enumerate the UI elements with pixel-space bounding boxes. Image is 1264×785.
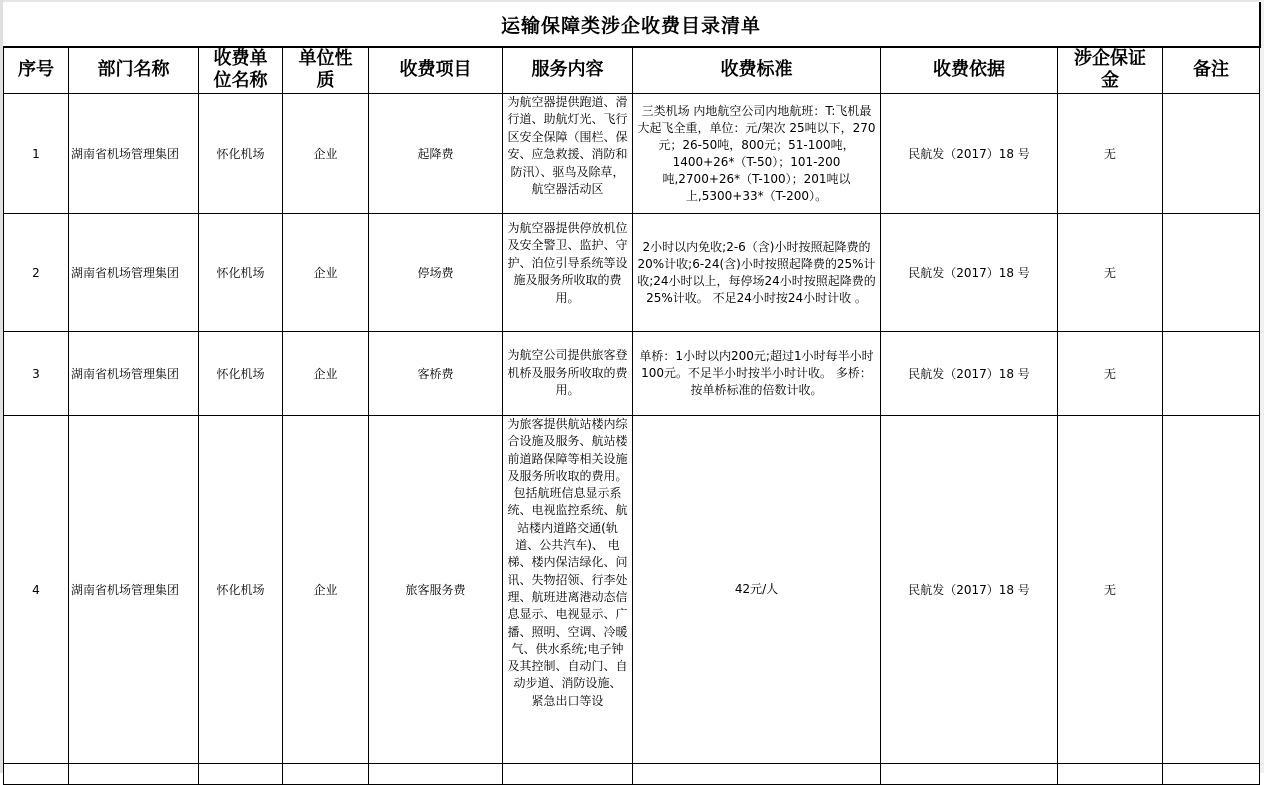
cell-empty[interactable] <box>1163 764 1260 785</box>
cell-index[interactable]: 4 <box>4 416 69 764</box>
cell-remark[interactable] <box>1163 416 1260 764</box>
cell-empty[interactable] <box>69 764 199 785</box>
header-standard[interactable]: 收费标准 <box>633 47 881 94</box>
cell-empty[interactable] <box>4 764 69 785</box>
cell-item[interactable]: 起降费 <box>369 94 503 214</box>
cell-department[interactable]: 湖南省机场管理集团 <box>69 332 199 416</box>
cell-service[interactable] <box>503 214 633 332</box>
cell-unit[interactable]: 怀化机场 <box>199 416 283 764</box>
cell-empty[interactable] <box>199 764 283 785</box>
cell-deposit[interactable]: 无 <box>1058 416 1163 764</box>
table-row <box>4 214 1260 332</box>
cell-service[interactable] <box>503 416 633 764</box>
cell-index[interactable]: 3 <box>4 332 69 416</box>
cell-standard[interactable]: 三类机场 内地航空公司内地航班：T:飞机最大起飞全重，单位：元/架次 25吨以下，270元；26-50吨，800元；51-100吨，1400+26*（T-50）；101-200吨,2700+26*（T-100）；201吨以上,5300+33*（T-200）。 <box>633 94 881 214</box>
cell-standard[interactable]: 单桥：1小时以内200元;超过1小时每半小时100元。不足半小时按半小时计收。 多桥：按单桥标准的倍数计收。 <box>633 332 881 416</box>
cell-basis[interactable]: 民航发（2017）18 号 <box>881 416 1058 764</box>
header-index[interactable]: 序号 <box>4 47 69 94</box>
cell-remark[interactable] <box>1163 332 1260 416</box>
cell-remark[interactable] <box>1163 214 1260 332</box>
fee-table <box>3 46 1260 785</box>
header-basis[interactable]: 收费依据 <box>881 47 1058 94</box>
cell-empty[interactable] <box>503 764 633 785</box>
cell-service[interactable] <box>503 332 633 416</box>
cell-deposit[interactable]: 无 <box>1058 214 1163 332</box>
cell-index[interactable]: 1 <box>4 94 69 214</box>
cell-unit[interactable]: 怀化机场 <box>199 332 283 416</box>
cell-empty[interactable] <box>1058 764 1163 785</box>
title-cell[interactable] <box>3 2 1261 48</box>
header-unit[interactable]: 收费单位名称 <box>199 47 283 94</box>
header-deposit[interactable]: 涉企保证金 <box>1058 47 1163 94</box>
cell-empty[interactable] <box>283 764 369 785</box>
table-row-partial <box>4 764 1260 785</box>
cell-nature[interactable]: 企业 <box>283 332 369 416</box>
cell-empty[interactable] <box>633 764 881 785</box>
cell-standard[interactable]: 2小时以内免收;2-6（含)小时按照起降费的20%计收;6-24(含)小时按照起降费的25%计收;24小时以上，每停场24小时按照起降费的25%计收。 不足24小时按24小时计收 。 <box>633 214 881 332</box>
service-text: 为旅客提供航站楼内综合设施及服务、航站楼前道路保障等相关设施及服务所收取的费用。包括航班信息显示系统、电视监控系统、航站楼内道路交通(轨道、公共汽车)、 电梯、楼内保洁绿化、问讯、失物招领、行李处理、航班进离港动态信息显示、电视显示、广播、照明、空调、冷暖气、供水系统;电子钟及其控制、自动门、自动步道、消防设施、 紧急出口等设 <box>507 417 628 708</box>
header-nature[interactable]: 单位性质 <box>283 47 369 94</box>
cell-item[interactable]: 旅客服务费 <box>369 416 503 764</box>
cell-service[interactable] <box>503 94 633 214</box>
cell-standard[interactable]: 42元/人 <box>633 416 881 764</box>
cell-empty[interactable] <box>881 764 1058 785</box>
cell-basis[interactable]: 民航发（2017）18 号 <box>881 94 1058 214</box>
header-item[interactable]: 收费项目 <box>369 47 503 94</box>
cell-basis[interactable]: 民航发（2017）18 号 <box>881 214 1058 332</box>
cell-deposit[interactable]: 无 <box>1058 94 1163 214</box>
sheet-right-edge <box>1260 0 1264 773</box>
table-row <box>4 416 1260 764</box>
cell-unit[interactable]: 怀化机场 <box>199 214 283 332</box>
cell-deposit[interactable]: 无 <box>1058 332 1163 416</box>
cell-department[interactable]: 湖南省机场管理集团 <box>69 416 199 764</box>
service-text: 为航空器提供停放机位及安全警卫、监护、守护、泊位引导系统等设施及服务所收取的费用。 <box>507 221 628 305</box>
service-text: 为航空公司提供旅客登机桥及服务所收取的费用。 <box>507 348 628 398</box>
header-remark[interactable]: 备注 <box>1163 47 1260 94</box>
cell-department[interactable]: 湖南省机场管理集团 <box>69 94 199 214</box>
service-text: 为航空器提供跑道、滑行道、助航灯光、飞行区安全保障（围栏、保安、应急救援、消防和防汛）、驱鸟及除草，航空器活动区 <box>507 95 628 197</box>
header-row <box>4 47 1260 94</box>
cell-nature[interactable]: 企业 <box>283 214 369 332</box>
cell-item[interactable]: 停场费 <box>369 214 503 332</box>
cell-remark[interactable] <box>1163 94 1260 214</box>
header-service[interactable]: 服务内容 <box>503 47 633 94</box>
cell-empty[interactable] <box>369 764 503 785</box>
cell-department[interactable]: 湖南省机场管理集团 <box>69 214 199 332</box>
header-department[interactable]: 部门名称 <box>69 47 199 94</box>
cell-basis[interactable]: 民航发（2017）18 号 <box>881 332 1058 416</box>
cell-nature[interactable]: 企业 <box>283 94 369 214</box>
cell-index[interactable]: 2 <box>4 214 69 332</box>
table-row <box>4 332 1260 416</box>
table-row <box>4 94 1260 214</box>
sheet-title: 运输保障类涉企收费目录清单 <box>500 14 761 37</box>
cell-unit[interactable]: 怀化机场 <box>199 94 283 214</box>
cell-item[interactable]: 客桥费 <box>369 332 503 416</box>
cell-nature[interactable]: 企业 <box>283 416 369 764</box>
